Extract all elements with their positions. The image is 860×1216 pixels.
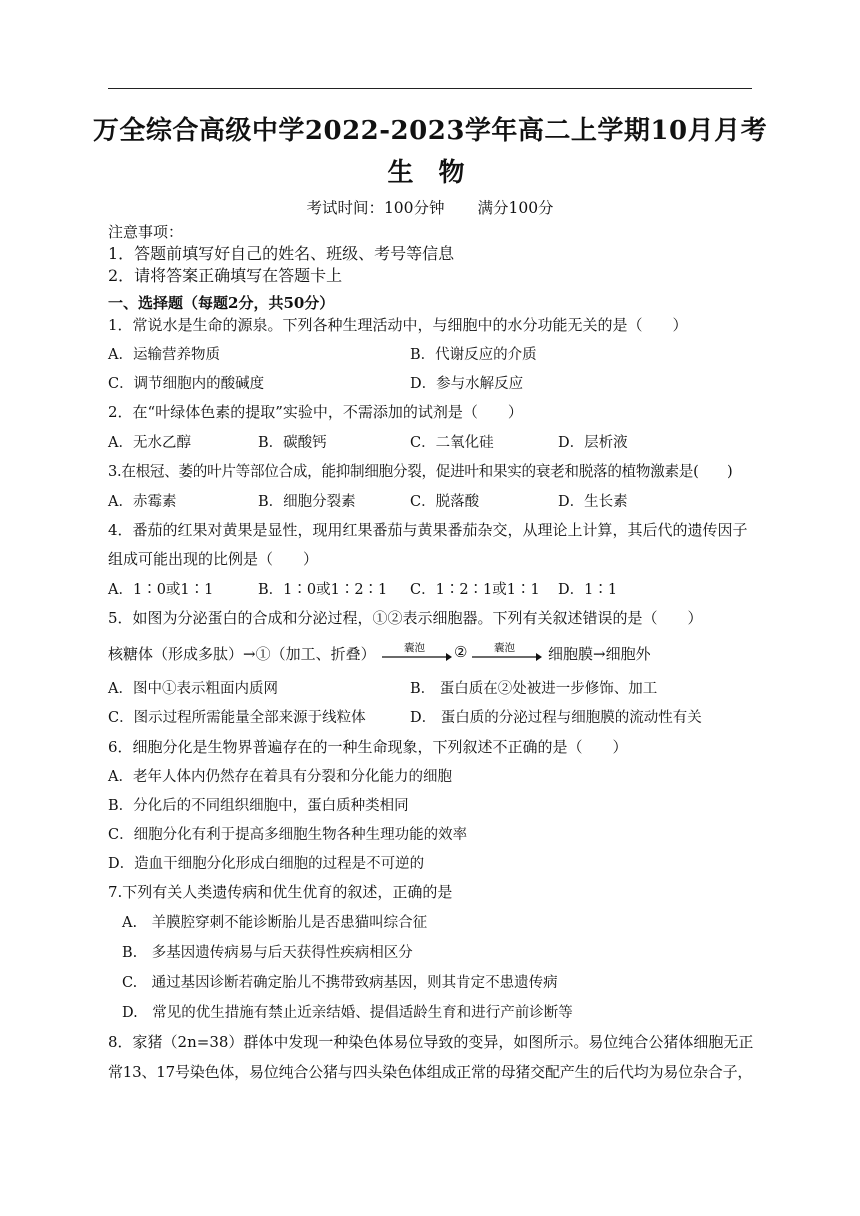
q5-option-b: B． 蛋白质在②处被进一步修饰、加工	[410, 681, 658, 697]
question-2-stem: 2．在“叶绿体色素的提取”实验中，不需添加的试剂是（ ）	[108, 403, 523, 421]
q2-option-b: B．碳酸钙	[258, 435, 327, 451]
question-5-stem: 5．如图为分泌蛋白的合成和分泌过程，①②表示细胞器。下列有关叙述错误的是（ ）	[108, 609, 703, 627]
q4-option-d: D．1∶1	[558, 582, 618, 598]
q3-option-a: A．赤霉素	[108, 494, 177, 510]
question-4-stem-cont: 组成可能出现的比例是（ ）	[108, 550, 319, 568]
notes-heading: 注意事项：	[108, 223, 184, 241]
question-4-stem: 4．番茄的红果对黄果是显性，现用红果番茄与黄果番茄杂交，从理论上计算，其后代的遗传因子	[108, 521, 748, 539]
q1-option-a: A．运输营养物质	[108, 347, 220, 363]
q7-option-c: C. 通过基因诊断若确定胎儿不携带致病基因，则其肯定不患遗传病	[122, 975, 558, 991]
arrow-label-1: 囊泡	[404, 642, 425, 654]
section-heading: 一、选择题（每题2分，共50分）	[108, 294, 335, 312]
q1-option-b: B．代谢反应的介质	[410, 347, 537, 363]
flow-end: 细胞膜→细胞外	[548, 645, 651, 663]
q7-option-a: A. 羊膜腔穿刺不能诊断胎儿是否患猫叫综合征	[122, 915, 428, 931]
q2-option-c: C．二氧化硅	[410, 435, 494, 451]
q4-option-a: A．1∶0或1∶1	[108, 582, 214, 598]
flow-organelle-2: ②	[454, 643, 468, 661]
top-rule	[108, 88, 752, 89]
exam-meta	[0, 196, 860, 218]
note-item: 1．答题前填写好自己的姓名、班级、考号等信息	[108, 244, 455, 263]
q3-option-b: B．细胞分裂素	[258, 494, 356, 510]
q6-option-c: C．细胞分化有利于提高多细胞生物各种生理功能的效率	[108, 827, 468, 843]
q7-option-d: D. 常见的优生措施有禁止近亲结婚、提倡适龄生育和进行产前诊断等	[122, 1005, 573, 1021]
q1-option-d: D．参与水解反应	[410, 376, 524, 392]
question-8-stem: 8．家猪（2n=38）群体中发现一种染色体易位导致的变异，如图所示。易位纯合公猪体细胞无正	[108, 1033, 754, 1051]
full-score: 满分100分	[477, 199, 554, 217]
q4-option-b: B．1∶0或1∶2∶1	[258, 582, 388, 598]
question-7-stem: 7.下列有关人类遗传病和优生优育的叙述，正确的是	[108, 883, 453, 901]
q6-option-b: B．分化后的不同组织细胞中，蛋白质种类相同	[108, 798, 409, 814]
q6-option-a: A．老年人体内仍然存在着具有分裂和分化能力的细胞	[108, 769, 452, 785]
q4-option-c: C．1∶2∶1或1∶1	[410, 582, 540, 598]
question-6-stem: 6．细胞分化是生物界普遍存在的一种生命现象，下列叙述不正确的是（ ）	[108, 738, 628, 756]
q5-option-d: D． 蛋白质的分泌过程与细胞膜的流动性有关	[410, 710, 702, 726]
note-item: 2．请将答案正确填写在答题卡上	[108, 266, 343, 285]
q6-option-d: D．造血干细胞分化形成白细胞的过程是不可逆的	[108, 856, 425, 872]
question-1-stem: 1．常说水是生命的源泉。下列各种生理活动中，与细胞中的水分功能无关的是（ ）	[108, 316, 688, 334]
q5-option-a: A．图中①表示粗面内质网	[108, 681, 278, 697]
q7-option-b: B. 多基因遗传病易与后天获得性疾病相区分	[122, 945, 413, 961]
question-8-stem-cont: 常13、17号染色体，易位纯合公猪与四头染色体组成正常的母猪交配产生的后代均为易位杂合子，	[108, 1063, 753, 1081]
exam-title: 万全综合高级中学2022-2023学年高二上学期10月月考	[92, 116, 768, 146]
arrow-label-2: 囊泡	[494, 642, 515, 654]
exam-time: 考试时间：100分钟	[306, 199, 445, 217]
q3-option-c: C．脱落酸	[410, 494, 480, 510]
q2-option-a: A．无水乙醇	[108, 435, 191, 451]
q2-option-d: D．层析液	[558, 435, 628, 451]
flow-start: 核糖体（形成多肽）→①（加工、折叠）	[108, 645, 376, 663]
question-3-stem: 3.在根冠、萎的叶片等部位合成，能抑制细胞分裂，促进叶和果实的衰老和脱落的植物激素是( )	[108, 463, 733, 480]
subject-title: 生 物	[387, 158, 473, 188]
q3-option-d: D．生长素	[558, 494, 628, 510]
q5-option-c: C．图示过程所需能量全部来源于线粒体	[108, 710, 366, 726]
q1-option-c: C．调节细胞内的酸碱度	[108, 376, 265, 392]
